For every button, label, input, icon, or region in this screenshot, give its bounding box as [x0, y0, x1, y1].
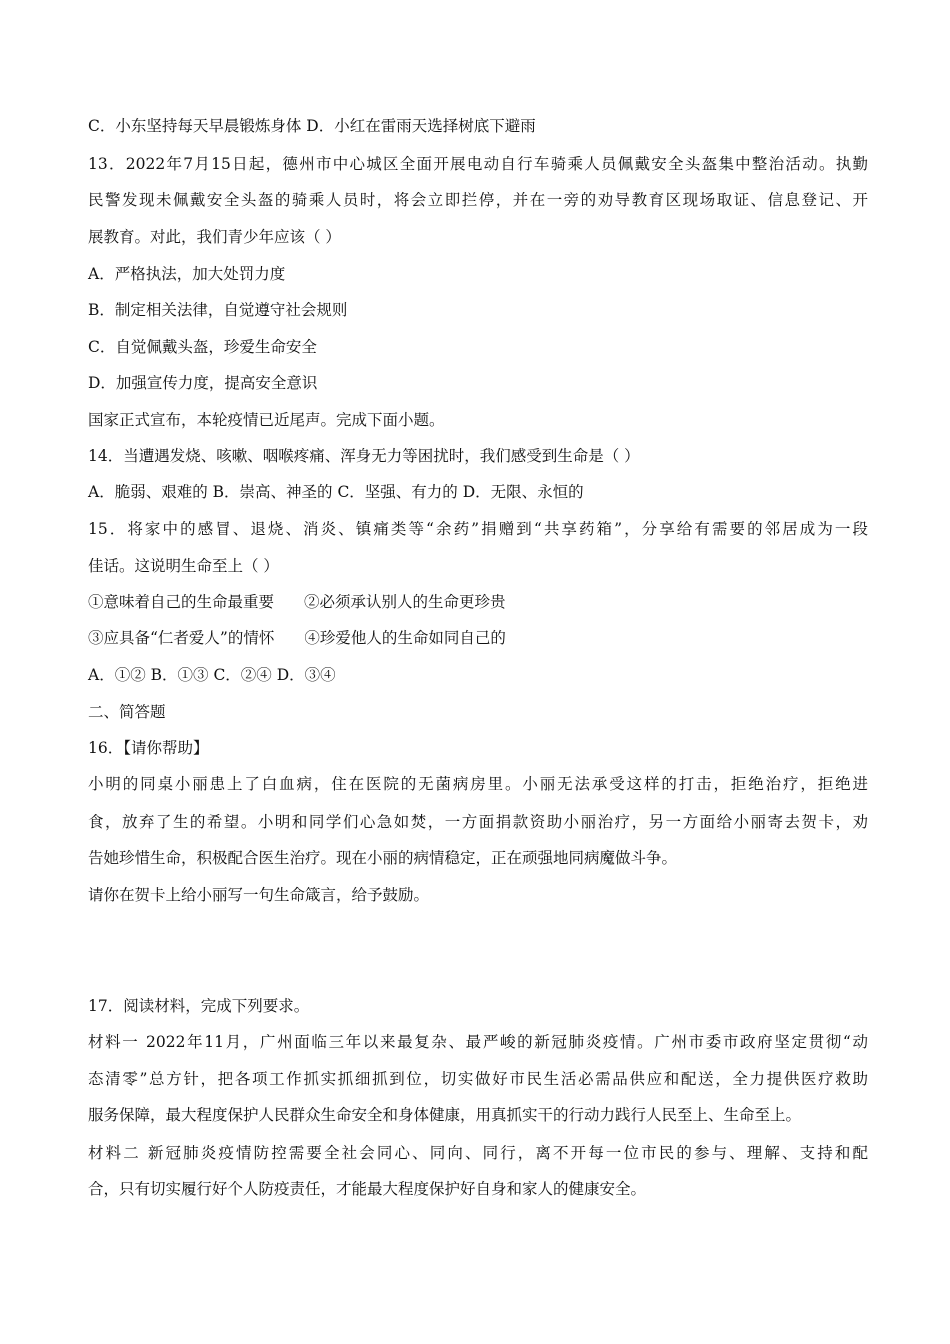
q15-stem-line-2: 佳话。这说明生命至上（ ） — [88, 557, 279, 575]
q17-material-1-line-2: 态清零”总方针，把各项工作抓实抓细抓到位，切实做好市民生活必需品供应和配送，全力提供医疗救助 — [88, 1070, 868, 1088]
q13-option-a: A．严格执法，加大处罚力度 — [88, 265, 286, 283]
q13-option-d: D．加强宣传力度，提高安全意识 — [88, 374, 318, 392]
q15-statement-3: ③应具备“仁者爱人”的情怀 — [88, 629, 275, 647]
q16-prompt: 请你在贺卡上给小丽写一句生命箴言，给予鼓励。 — [88, 886, 430, 904]
q13-option-b: B．制定相关法律，自觉遵守社会规则 — [88, 301, 348, 319]
q15-statements-row-2 — [88, 628, 868, 648]
q16-title: 16．【请你帮助】 — [88, 739, 209, 757]
q16-text-line-3: 告她珍惜生命，积极配合医生治疗。现在小丽的病情稳定，正在顽强地同病魔做斗争。 — [88, 849, 678, 867]
intro-q14-q15: 国家正式宣布，本轮疫情已近尾声。完成下面小题。 — [88, 411, 445, 429]
q15-statements-row-1 — [88, 592, 868, 612]
q15-statement-4: ④珍爱他人的生命如同自己的 — [304, 629, 506, 647]
q16-text-line-1: 小明的同桌小丽患上了白血病，住在医院的无菌病房里。小丽无法承受这样的打击，拒绝治疗，拒绝进 — [88, 775, 868, 793]
q15-stem-line-1: 15．将家中的感冒、退烧、消炎、镇痛类等“余药”捐赠到“共享药箱”，分享给有需要的邻居成为一段 — [88, 520, 868, 538]
q14-options: A．脆弱、艰难的 B．崇高、神圣的 C．坚强、有力的 D．无限、永恒的 — [88, 483, 584, 501]
q17-title: 17．阅读材料，完成下列要求。 — [88, 997, 310, 1015]
q17-material-1-line-1: 材料一 2022年11月，广州面临三年以来最复杂、最严峻的新冠肺炎疫情。广州市委市政府坚定贯彻“动 — [88, 1033, 868, 1051]
q15-options: A．①② B．①③ C．②④ D．③④ — [88, 666, 336, 684]
q13-option-c: C．自觉佩戴头盔，珍爱生命安全 — [88, 338, 317, 356]
q15-statement-1: ①意味着自己的生命最重要 — [88, 593, 275, 611]
q13-stem-line-2: 民警发现未佩戴安全头盔的骑乘人员时，将会立即拦停，并在一旁的劝导教育区现场取证、信息登记、开 — [88, 191, 868, 209]
section-heading-short-answer: 二、简答题 — [88, 703, 166, 721]
q17-material-2-line-1: 材料二 新冠肺炎疫情防控需要全社会同心、同向、同行，离不开每一位市民的参与、理解、支持和配 — [88, 1144, 868, 1162]
q17-material-1-line-3: 服务保障，最大程度保护人民群众生命安全和身体健康，用真抓实干的行动力践行人民至上、生命至上。 — [88, 1106, 802, 1124]
q16-text-line-2: 食，放弃了生的希望。小明和同学们心急如焚，一方面捐款资助小丽治疗，另一方面给小丽寄去贺卡，劝 — [88, 813, 868, 831]
q17-material-2-line-2: 合，只有切实履行好个人防疫责任，才能最大程度保护好自身和家人的健康安全。 — [88, 1180, 647, 1198]
q13-stem-line-3: 展教育。对此，我们青少年应该（ ） — [88, 228, 341, 246]
q15-statement-2: ②必须承认别人的生命更珍贵 — [304, 593, 506, 611]
q12-options-line: C．小东坚持每天早晨锻炼身体 D．小红在雷雨天选择树底下避雨 — [88, 117, 536, 135]
q14-stem: 14．当遭遇发烧、咳嗽、咽喉疼痛、浑身无力等困扰时，我们感受到生命是（ ） — [88, 447, 640, 465]
q13-stem-line-1: 13．2022年7月15日起，德州市中心城区全面开展电动自行车骑乘人员佩戴安全头盔集中整治活动。执勤 — [88, 155, 868, 173]
